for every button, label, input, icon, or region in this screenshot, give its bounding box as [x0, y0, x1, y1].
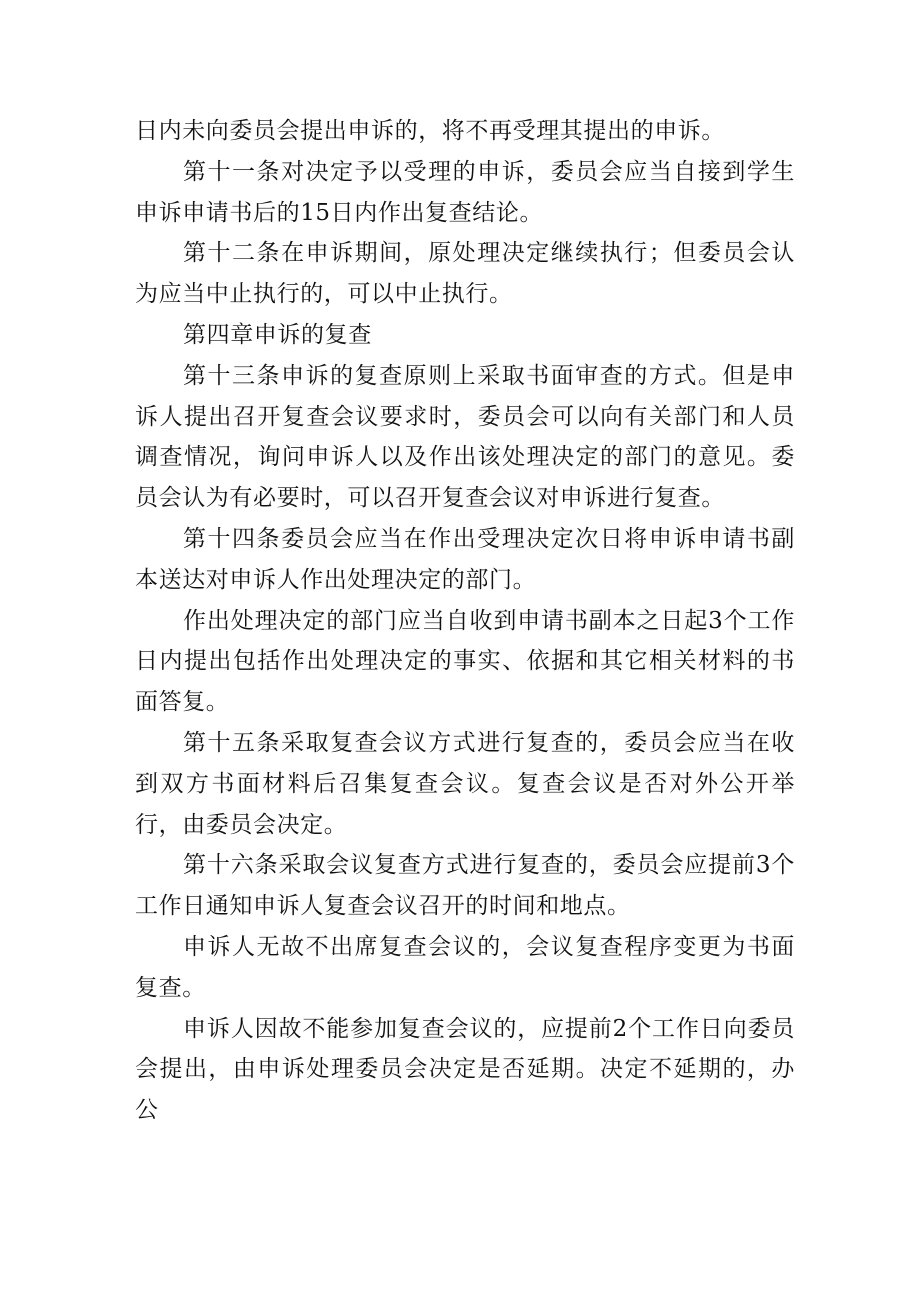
chapter-heading: 第四章申诉的复查 — [183, 321, 372, 348]
paragraph-continuation: 日内未向委员会提出申诉的，将不再受理其提出的申诉。 — [135, 118, 725, 144]
paragraph-article-13: 第十三条申诉的复查原则上采取书面审查的方式。但是申诉人提出召开复查会议要求时，委员会可以向有关部门和人员调查情况，询问申诉人以及作出该处理决定的部门的意见。委员会认为有必要时，可以召开复查会议对申诉进行复查。 — [135, 362, 795, 512]
document-body — [135, 111, 795, 1131]
paragraph-postponement-rule: 申诉人因故不能参加复查会议的，应提前2个工作日向委员会提出，由申诉处理委员会决定是否延期。决定不延期的，办公 — [135, 1015, 795, 1124]
paragraph-article-14: 第十四条委员会应当在作出受理决定次日将申诉申请书副本送达对申诉人作出处理决定的部门。 — [135, 525, 795, 593]
paragraph-article-15: 第十五条采取复查会议方式进行复查的，委员会应当在收到双方书面材料后召集复查会议。复查会议是否对外公开举行，由委员会决定。 — [135, 729, 795, 838]
paragraph-reply-requirement: 作出处理决定的部门应当自收到申请书副本之日起3个工作日内提出包括作出处理决定的事实、依据和其它相关材料的书面答复。 — [135, 607, 795, 716]
paragraph-absence-rule: 申诉人无故不出席复查会议的，会议复查程序变更为书面复查。 — [135, 933, 795, 1001]
paragraph-article-11: 第十一条对决定予以受理的申诉，委员会应当自接到学生申诉申请书后的15日内作出复查结论。 — [135, 158, 795, 226]
paragraph-article-16: 第十六条采取会议复查方式进行复查的，委员会应提前3个工作日通知申诉人复查会议召开的时间和地点。 — [135, 852, 795, 920]
paragraph-article-12: 第十二条在申诉期间，原处理决定继续执行；但委员会认为应当中止执行的，可以中止执行。 — [135, 240, 795, 308]
